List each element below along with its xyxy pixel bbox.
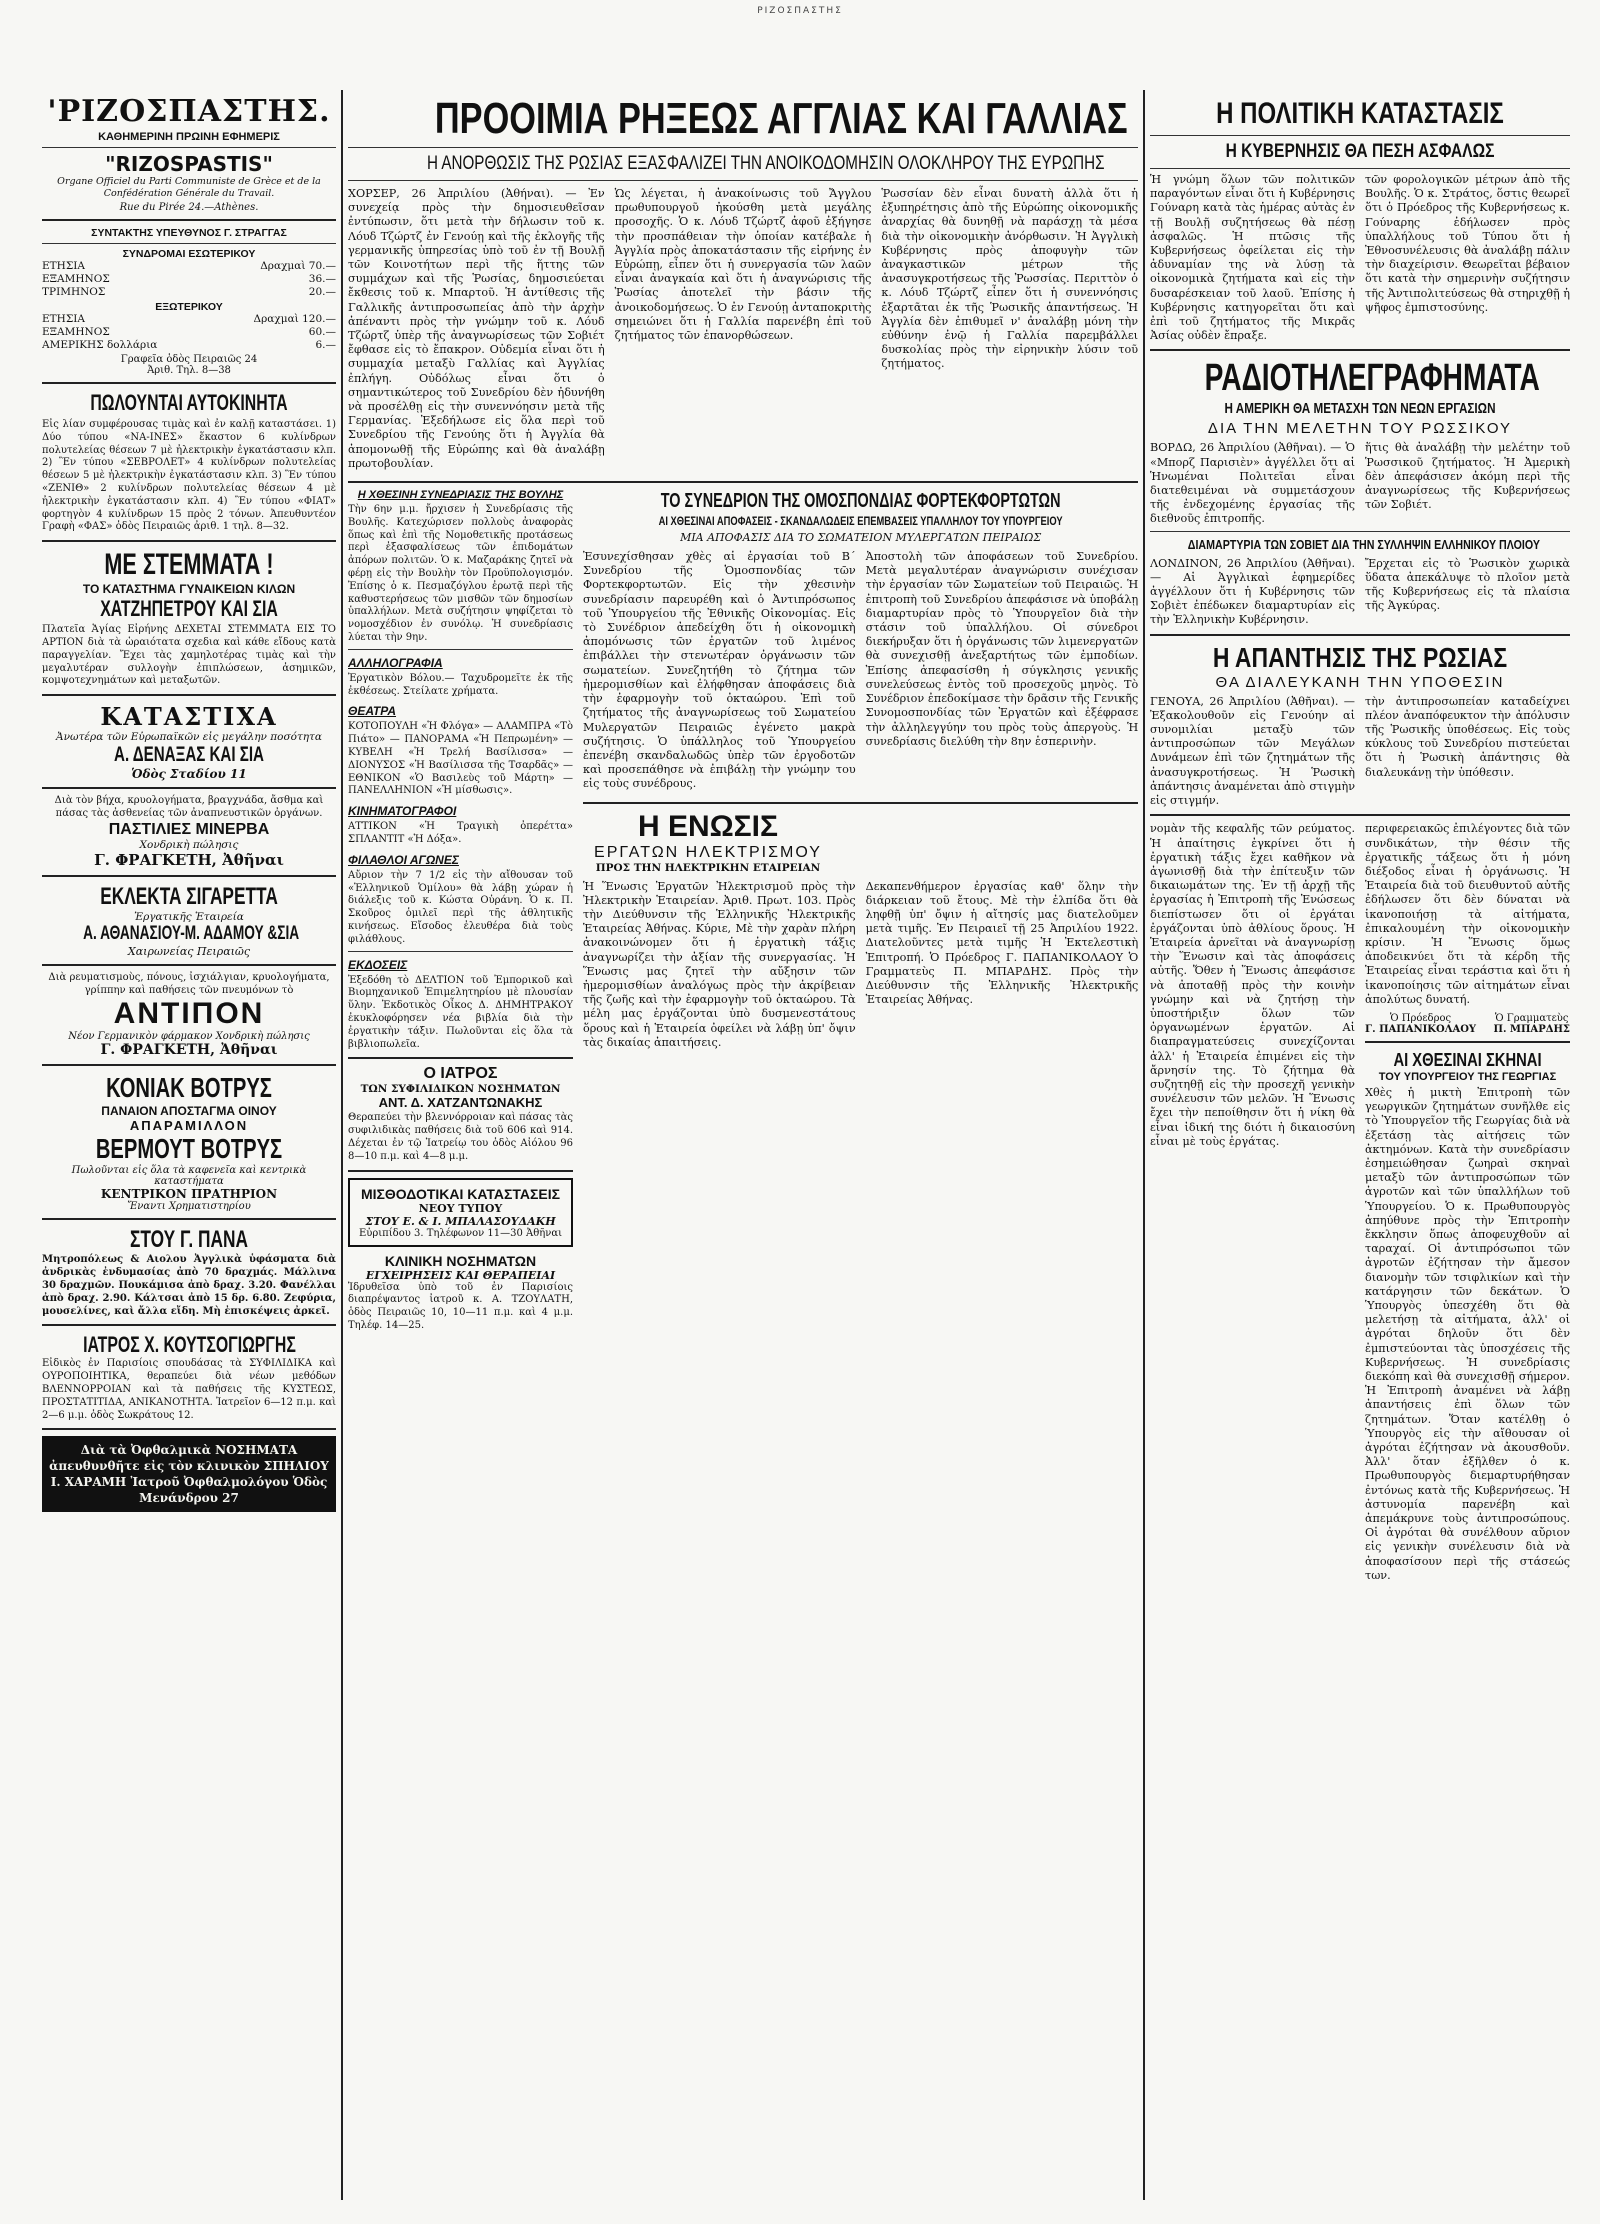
vermouth-sub: Πωλοῦνται εἰς ὅλα τὰ καφενεῖα καὶ κεντρικὰ καταστήματα [71,1165,307,1188]
dockworkers-article [583,550,1138,791]
column-rule [1143,90,1145,2200]
masthead-title: 'ΡΙΖΟΣΠΑΣΤΗΣ. [47,95,331,129]
antipon-name: Γ. ΦΡΑΓΚΕΤΗ, Ἀθῆναι [100,1042,278,1059]
signature-secretary: Π. ΜΠΑΡΔΗΣ [1493,1023,1570,1035]
clinic2-sub: ΕΓΧΕΙΡΗΣΕΙΣ ΚΑΙ ΘΕΡΑΠΕΙΑΙ [365,1268,556,1282]
soviet-col2: Ἔρχεται εἰς τὸ Ῥωσικὸν χωρικὰ ὕδατα ἀπεκάλυψε τὸ πλοῖον μετὰ τῆς Κυβερνήσεως εἰς τὰ πλαίσια τῆς Ἀγκύρας. [1365,556,1570,613]
clinic2-title: ΚΛΙΝΙΚΗ ΝΟΣΗΜΑΤΩΝ [384,1252,537,1269]
signatures [1365,1013,1570,1035]
clinic-ad-title: Ο ΙΑΤΡΟΣ [423,1065,498,1083]
publications-head: ΕΚΔΟΣΕΙΣ [348,957,408,972]
stemmata-name: ΧΑΤΖΗΠΕΤΡΟΥ ΚΑΙ ΣΙΑ [100,596,278,622]
konyak-ad [42,1072,336,1212]
georgia-sub: ΤΟΥ ΥΠΟΥΡΓΕΙΟΥ ΤΗΣ ΓΕΩΡΓΙΑΣ [1378,1070,1557,1083]
pana-ad [42,1226,336,1318]
middle-lower [348,489,1138,1333]
katastixa-addr: Ὁδὸς Σταδίου 11 [131,767,247,782]
radio-article [1150,441,1570,526]
subscription-value: Δραχμαὶ 120.— [253,313,336,325]
dockworkers-col1: Ἐσυνεχίσθησαν χθὲς αἱ ἐργασίαι τοῦ Β΄ Συνεδρίου τῆς Ὁμοσπονδίας τῶν Φορτεκφορτωτῶν. Εἰς τὴν χθεσινὴν συνεδρίασιν παρευρέθη καὶ ὁ Ἀντιπρόσωπος τοῦ Ὑπουργείου τῆς Ἐθνικῆς Οἰκονομίας. Εἰς τὸ Συνέδριον ἀπεδείχθη ὅτι ἡ οἰκονομικὴ ἀπομόνωσις τῶν ἐργατῶν τοῦ λιμένος ἐπιβάλλει τὴν στενωτέραν ὀργάνωσιν τῶν σωματείων. Συνεζητήθη τὸ ζήτημα τῶν ἡμερομισθίων καὶ ἐλήφθησαν ἀποφάσεις διὰ τὴν ἐφαρμογὴν τοῦ ὀκταώρου. Ἐπὶ τοῦ ζητήματος τῆς ἀναγνωρίσεως τοῦ Σωματείου Μυλεργατῶν Πειραιῶς ἐγένετο μακρὰ συζήτησις. Ὁ ὑπάλληλος τοῦ Ὑπουργείου ἐπενέβη σκανδαλωδῶς ὑπὲρ τῶν ἐργοδοτῶν καὶ προσεπάθησε νὰ ἐπιβάλῃ τὴν γνώμην του εἰς τοὺς συνέδρους. [583,550,856,791]
radio-head [1150,357,1570,437]
clinic-ad-sub: ΤΩΝ ΣΥΦΙΛΙΔΙΚΩΝ ΝΟΣΗΜΑΤΩΝ [360,1083,561,1096]
signature-label-president: Ὁ Πρόεδρος [1389,1012,1452,1024]
radio-title: ΡΑΔΙΟΤΗΛΕΓΡΑΦΗΜΑΤΑ [1204,357,1540,400]
stemmata-ad [42,548,336,688]
konyak-sub2: ΑΠΑΡΑΜΙΛΛΟΝ [129,1118,249,1134]
subscription-value: 36.— [308,273,336,285]
theatre-text: ΚΟΤΟΠΟΥΛΗ «Ἡ Φλόγα» — ΑΛΑΜΠΡΑ «Τὸ Πιάτο» — ΠΑΝΟΡΑΜΑ «Ἡ Πεπρωμένη» — ΚΥΒΕΛΗ «Ἡ Τρελή Βασίλισσα» — ΔΙΟΝΥΣΟΣ «Ἡ Βασίλισσα τῆς Τσαρδᾶς» — ΕΘΝΙΚΟΝ «Ὁ Βασιλεὺς τοῦ Μάρτη» — ΠΑΝΕΛΛΗΝΙΟΝ «Ἡ μίσθωσις». [348,721,573,797]
main-article-col1 [348,187,605,471]
radio-sub2: ΔΙΑ ΤΗΝ ΜΕΛΕΤΗΝ ΤΟΥ ΡΩΣΣΙΚΟΥ [1207,420,1513,438]
middle-wide-column [583,489,1138,1333]
main-headline-title: ΠΡΟΟΙΜΙΑ ΡΗΞΕΩΣ ΑΓΓΛΙΑΣ ΚΑΙ ΓΑΛΛΙΑΣ [434,95,1128,143]
press-ad-name: ΣΤΟΥ Ε. & Ι. ΜΠΑΛΑΣΟΥΔΑΚΗ [365,1214,556,1228]
soviet-col1: ΛΟΝΔΙΝΟΝ, 26 Ἀπριλίου (Ἀθῆναι). — Αἱ Ἀγγλικαὶ ἐφημερίδες ἀγγέλλουν ὅτι ἡ Κυβέρνησις τῶν Σοβιὲτ ἐπέδωκεν διαμαρτυρίαν εἰς τὴν Ἑλληνικὴν Κυβέρνησιν. [1150,556,1355,627]
subscriptions-interior [42,260,336,299]
main-headline [348,95,1138,181]
press-ad [348,1178,573,1247]
answer-col2: τὴν ἀντιπροσωπείαν καταδείχνει πλέον ἀναπόφευκτον τὴν ἀπόλυσιν τῆς Ῥωσικῆς ὑποθέσεως. Εἰς τοὺς κύκλους τοῦ Συνεδρίου πιστεύεται ὅτι ἡ Ῥωσικὴ ἀπάντησις θὰ διαλευκάνῃ τὴν ὑπόθεσιν. [1365,694,1570,779]
union-continuation [1150,822,1570,1583]
radio-col1: ΒΟΡΔΩ, 26 Ἀπριλίου (Ἀθῆναι). — Ὁ «Μπορζ Παρισιὲν» ἀγγέλλει ὅτι αἱ Ἡνωμέναι Πολιτεῖαι εἶναι διατεθειμέναι νὰ συμμετάσχουν τῆς ἐνδεχομένης ἐργασίας τῆς διεθνοῦς ἐπιτροπῆς. [1150,441,1355,526]
signature-president: Γ. ΠΑΠΑΝΙΚΟΛΑΟΥ [1365,1023,1477,1035]
ophthalmology-text: Διὰ τὰ Ὀφθαλμικὰ ΝΟΣΗΜΑΤΑ ἀπευθυνθῆτε εἰς τὸν κλινικὸν ΣΠΗΛΙΟΥ Ι. ΧΑΡΑΜΗ Ἰατροῦ Ὀφθαλμολόγου Ὁδὸς Μενάνδρου 27 [49,1443,329,1506]
correspondence-head: ΑΛΛΗΛΟΓΡΑΦΙΑ [348,655,443,670]
press-ad-title: ΜΙΣΘΟΔΟΤΙΚΑΙ ΚΑΤΑΣΤΑΣΕΙΣ [360,1185,561,1202]
subscriptions-box [42,248,336,376]
dockworkers-sub2: ΜΙΑ ΑΠΟΦΑΣΙΣ ΔΙΑ ΤΟ ΣΩΜΑΤΕΙΟΝ ΜΥΛΕΡΓΑΤΩΝ ΠΕΙΡΑΙΩΣ [680,531,1042,545]
main-article-dateline: ΧΟΡΣΕΡ, 26 Ἀπριλίου (Ἀθήναι). — Ἐν συνεχείᾳ πρὸς τὴν δημοσιευθεῖσαν ἐντύπωσιν, ὅτι μετὰ τὴν δήλωσιν τοῦ κ. Λόυδ Τζώρτζ ἐν Γενούῃ καὶ τῆς ἐκλογῆς τῆς γερμανικῆς ὑπηρεσίας ὑπὸ τοῦ ἐν τῇ Βουλῇ τῶν Κοινοτήτων περὶ τῆς ἥττης τῶν συμμάχων καὶ τῆς Ῥωσίας, δημοσιεύεται ἔκθεσις τοῦ κ. Μπαρτοῦ. [348,187,605,300]
press-ad-sub: ΝΕΟΥ ΤΥΠΟΥ [418,1201,503,1215]
main-headline-subtitle: Η ΑΝΟΡΘΩΣΙΣ ΤΗΣ ΡΩΣΙΑΣ ΕΞΑΣΦΑΛΙΖΕΙ ΤΗΝ ΑΝΟΙΚΟΔΟΜΗΣΙΝ ΟΛΟΚΛΗΡΟΥ ΤΗΣ ΕΥΡΩΠΗΣ [427,153,1105,174]
main-article-col3: Ῥωσσίαν δὲν εἶναι δυνατὴ ἀλλὰ ὅτι ἡ ἐξυπηρέτησις ἀπὸ τῆς Εὐρώπης οἰκονομικῆς ἀναρχίας θὰ δυνηθῇ νὰ παράσχῃ τὰ μέσα διὰ τὴν οἰκονομικὴν ἀνόρθωσιν. Ἡ Ἀγγλικὴ Κυβέρνησις πρὸς ἀποφυγὴν τῶν ἀναγκαστικῶν μέτρων τῆς ἀνασυγκροτήσεως τῆς Ῥωσσίας. Περιττὸν ὁ κ. Λόυδ Τζώρτζ εἶπεν ὅτι ἡ συνεννόησις ἐξαρτᾶται ἐκ τῆς Ῥωσικῆς ἀπαντήσεως. Ἡ Ἀγγλία δὲν ἐπιθυμεῖ ν' ἀναλάβῃ μόνη τὴν εὐθύνην ἐνῷ ἡ Γαλλία παρεμβάλλει δυσκολίας πρὸς τὴν εἰρηνικὴν λύσιν τοῦ ζητήματος. [881,187,1138,371]
cigarette-ad [42,883,336,958]
cigarette-title: ΕΚΛΕΚΤΑ ΣΙΓΑΡΕΤΤΑ [100,882,278,910]
ophthalmology-ad [42,1436,336,1512]
union-title: Η ΕΝΩΣΙΣ [637,809,779,843]
union-sub2: ΠΡΟΣ ΤΗΝ ΗΛΕΚΤΡΙΚΗΝ ΕΤΑΙΡΕΙΑΝ [595,861,821,874]
clinic-ad [348,1065,573,1163]
continuation-col1: νομὰν τῆς κεφαλῆς τῶν ρεύματος. Ἡ ἀπαίτησις ἐγκρίνει ὅτι ἡ ἐργατικὴ τάξις ἔχει καθῆκον νὰ ἀγωνισθῇ διὰ τὴν ἐπίτευξιν τῶν δικαιωμάτων της. Ἐν τῇ ἀρχῇ τῆς ἐργασίας ἡ Ἐπιτροπὴ τῆς Ἑνώσεως διεπίστωσεν ὅτι οἱ ἐργάται ἐργάζονται ὑπὸ ἀθλίους ὅρους. Ἡ Ἑταιρεία ἀρνεῖται νὰ ἀναγνωρίσῃ τὴν Ἕνωσιν καὶ τὰς ἀποφάσεις αὐτῆς. Ὅθεν ἡ Ἕνωσις ἀπεφάσισε νὰ ἀποταθῇ πρὸς τὴν κοινὴν γνώμην καὶ νὰ ζητήσῃ τὴν ὑποστήριξιν ὅλων τῶν ὀργανωμένων ἐργατῶν. Αἱ διαπραγματεύσεις συνεχίζονται ἀλλ' ἡ Ἑταιρεία ἐπιμένει εἰς τὴν ἄρνησίν της. Τὸ ζήτημα θὰ συζητηθῇ εἰς τὴν προσεχῆ γενικὴν συνέλευσιν τῶν μελῶν. Ἡ Ἕνωσις ἔχει τὴν πεποίθησιν ὅτι ἡ νίκη θὰ εἶναι ἰδική της διότι ἡ δικαιοσύνη εἶναι μὲ τοὺς ἐργάτας. [1150,822,1355,1148]
stemmata-text: Πλατεῖα Ἁγίας Εἰρήνης ΔΕΧΕΤΑΙ ΣΤΕΜΜΑΤΑ ΕΙΣ ΤΟ ΑΡΤΙΟΝ διὰ τὰ ὡραιότατα σχεδια καὶ κάθε εἴδους κατὰ παραγγελίαν. Ἔχει τὰς χαμηλοτέρας τιμὰς καὶ τὴν μεγαλυτέραν συλλογὴν ἐπιπλώσεων, ἀσημικῶν, κομψοτεχνημάτων καὶ μεταξωτῶν. [42,624,336,687]
cars-ad [42,390,336,534]
union-sub: ΕΡΓΑΤΩΝ ΗΛΕΚΤΡΙΣΜΟΥ [594,843,822,861]
vermouth-addr: Ἔναντι Χρηματιστηρίου [127,1201,251,1213]
clinic2-ad [348,1253,573,1333]
politics-article [1150,173,1570,343]
politics-col1: Ἡ γνώμη ὅλων τῶν πολιτικῶν παραγόντων εἶναι ὅτι ἡ Κυβέρνησις Γούναρη κατὰ τὰς ἡμέρας αὐτὰς ἐν τῇ Βουλῇ συζητήσεως θὰ πέσῃ ἀσφαλῶς. Ἡ πτῶσις τῆς Κυβερνήσεως ὀφείλεται εἰς τὴν ἀδυναμίαν της νὰ λύσῃ τὰ οἰκονομικὰ ζητήματα καὶ εἰς τὴν δυσαρέσκειαν τοῦ λαοῦ. Ἐπίσης ἡ Κυβέρνησις κατηγορεῖται ὅτι καὶ ἐπὶ τοῦ ζητήματος τῆς Μικρᾶς Ἀσίας οὐδὲν ἔπραξε. [1150,173,1355,343]
sports-text: Αὔριον τὴν 7 1/2 εἰς τὴν αἴθουσαν τοῦ «Ἑλληνικοῦ Ὁμίλου» θὰ λάβῃ χώραν ἡ διάλεξις τοῦ κ. Κώστα Οὐράνη. Ὁ κ. Π. Σκοῦρος ὁμιλεῖ περὶ τῆς ἀθλητικῆς κινήσεως. Εἴσοδος ἐλευθέρα διὰ τοὺς φιλάθλους. [348,869,573,945]
doctor-text: Εἰδικὸς ἐν Παρισίοις σπουδάσας τὰ ΣΥΦΙΛΙΔΙΚΑ καὶ ΟΥΡΟΠΟΙΗΤΙΚΑ, θεραπεύει διὰ νέων μεθόδων ΒΛΕΝΝΟΡΡΟΙΑΝ καὶ τὰ παθήσεις τῆς ΚΥΣΤΕΩΣ, ΠΡΟΣΤΑΤΙΤΙΔΑ, ΑΝΙΚΑΝΟΤΗΤΑ. Ἰατρεῖον 6—12 π.μ. καὶ 2—6 μ.μ. ὁδὸς Σωκράτους 12. [42,1358,336,1421]
middle-column [348,95,1138,1333]
continuation-col2 [1365,822,1570,1583]
masthead-address: Rue du Pirée 24.—Athènes. [119,202,259,213]
correspondence-text: Ἐργατικὸν Βόλου.— Ταχυδρομεῖτε ἐκ τῆς ἐκθέσεως. Στείλατε χρήματα. [348,672,573,697]
clinic2-text: Ἱδρυθεῖσα ὑπὸ τοῦ ἐν Παρισίοις διαπρέψαντος ἰατροῦ κ. Α. ΤΖΟΥΛΑΤΗ, ὁδὸς Πειραιῶς 10, 10—11 π.μ. καὶ 4 μ.μ. Τηλέφ. 14—25. [348,1281,573,1331]
union-head [583,810,833,874]
subscription-label: ΕΞΑΜΗΝΟΣ [42,273,110,285]
union-col1: Ἡ Ἕνωσις Ἐργατῶν Ἠλεκτρισμοῦ πρὸς τὴν Ἠλεκτρικὴν Ἑταιρείαν. Ἀριθ. Πρωτ. 103. Πρὸς τὴν Διεύθυνσιν τῆς Ἑλληνικῆς Ἠλεκτρικῆς Ἑταιρείας Ἀθήνας. Κύριε, Μὲ τὴν χαρὰν πλήρη ἀνακοινώνομεν ὅτι ἡ ἐργατικὴ τάξις ἀναγνωρίζει τὴν ἀξίαν τῆς συνεργασίας. Ἡ Ἕνωσις μας ζητεῖ τὴν αὔξησιν τῶν ἡμερομισθίων ἀναλόγως πρὸς τὴν ἀκρίβειαν τῆς ζωῆς καὶ τὴν ἐφαρμογὴν τοῦ ὀκταώρου. Τὰ μέλη μας ἐργάζονται ὑπὸ δυσμενεστάτους ὅρους καὶ ἡ Ἑταιρεία ὀφείλει νὰ λάβῃ ὑπ' ὄψιν τὰς δικαίας ἀπαιτήσεις. [583,879,856,1049]
answer-sub: ΘΑ ΔΙΑΛΕΥΚΑΝΗ ΤΗΝ ΥΠΟΘΕΣΙΝ [1215,673,1505,691]
parliament-text: Τὴν 6ην μ.μ. ἤρχισεν ἡ Συνεδρίασις τῆς Βουλῆς. Κατεχώρισεν πολλοὺς ἀναφορὰς ὅπως καὶ ἐπὶ τῆς Νομοθετικῆς προτάσεως περὶ ἐξασφαλίσεως τῶν ἐπιδομάτων ἀπόρων πολιτῶν. Ὁ κ. Μαζαράκης ζητεῖ νὰ φέρῃ εἰς τὴν Βουλὴν τὸν Προϋπολογισμόν. Ἐπίσης ὁ κ. Πεσμαζόγλου ἐρωτᾷ περὶ τῆς καθυστερήσεως τῶν μισθῶν τῶν δημοσίων ὑπαλλήλων. Μετὰ συζήτησιν ψηφίζεται τὸ νομοσχέδιον ἐν συνόλῳ. Ἡ συνεδρίασις λύεται τὴν 9ην. [348,504,573,644]
press-ad-addr: Εὐριπίδου 3. Τηλέφωνον 11—30 Ἀθῆναι [359,1227,562,1239]
pana-text: Μητροπόλεως & Αιολου Ἀγγλικὰ ὑφάσματα διὰ ἀνδρικὰς ἐνδυμασίας ἀπὸ 70 δραχμάς. Μάλλινα 30 δραχμῶν. Πουκάμισα ἀπὸ δραχ. 3.20. Φανέλλαι ἀπὸ δραχ. 2.90. Κάλτσαι ἀπὸ 15 δρ. 6.80. Ζεφύρια, μουσελίνες, καὶ ἄλλα εἴδη. Μὴ ἐπισκέψεις ἀρκεῖ. [42,1254,336,1317]
parliament-title: Η ΧΘΕΣΙΝΗ ΣΥΝΕΔΡΙΑΣΙΣ ΤΗΣ ΒΟΥΛΗΣ [357,489,564,502]
katastixa-title: ΚΑΤΑΣΤΙΧΑ [100,702,278,732]
office-address: Γραφεῖα ὁδὸς Πειραιῶς 24 [120,354,258,365]
soviet-title: ΔΙΑΜΑΡΤΥΡΙΑ ΤΩΝ ΣΟΒΙΕΤ ΔΙΑ ΤΗΝ ΣΥΛΛΗΨΙΝ ΕΛΛΗΝΙΚΟΥ ΠΛΟΙΟΥ [1187,536,1540,552]
antipon-title: ΑΝΤΙΠΟΝ [113,997,265,1031]
subscription-row [42,260,336,273]
subscription-row [42,339,336,352]
cigarette-addr: Χαιρωνείας Πειραιῶς [127,944,251,958]
subscriptions-heading: ΣΥΝΔΡΟΜΑΙ ΕΣΩΤΕΡΙΚΟΥ [122,248,256,260]
vermouth-center: ΚΕΝΤΡΙΚΟΝ ΠΡΑΤΗΡΙΟΝ [100,1187,278,1202]
minerva-sub: Χονδρικὴ πώλησις [139,838,239,851]
clinic-ad-name: ΑΝΤ. Δ. ΧΑΤΖΑΝΤΩΝΑΚΗΣ [378,1095,543,1111]
dockworkers-col2: Ἀποστολὴ τῶν ἀποφάσεων τοῦ Συνεδρίου. Μετὰ μεγαλυτέραν ἀναγνώρισιν συνέχισαν τὴν ἐργασίαν τῶν Σωματείων τοῦ Πειραιῶς. Ἡ ἐπιτροπὴ τοῦ Συνεδρίου ἀπεφάσισε νὰ ὑποβάλῃ διαμαρτυρίαν πρὸς τὸ Ὑπουργεῖον διὰ τὴν στάσιν τοῦ ὑπαλλήλου. Οἱ σύνεδροι διεκήρυξαν ὅτι ἡ ὀργάνωσις τῶν λιμενεργατῶν θὰ συνεχισθῇ ἀνεξαρτήτως τῶν ἐμποδίων. Ἐπίσης ἀπεφασίσθη ἡ σύγκλησις γενικῆς συνελεύσεως ἐντὸς τοῦ προσεχοῦς μηνὸς. Τὸ Συνέδριον ἐπεδοκίμασε τὴν δρᾶσιν τῆς Γενικῆς Συνομοσπονδίας τῶν Ἐργατῶν καὶ ἐξέφρασε τὴν ἀλληλεγγύην του πρὸς τοὺς ἀπεργοὺς. Ἡ συνεδρίασις διελύθη τὴν 8ην ἑσπερινὴν. [865,550,1138,748]
right-column [1150,97,1570,1583]
subscription-row [42,326,336,339]
subscription-row [42,286,336,299]
sports-head: ΦΙΛΑΘΛΟΙ ΑΓΩΝΕΣ [348,852,459,867]
cigarette-name: Α. ΑΘΑΝΑΣΙΟΥ-Μ. ΑΔΑΜΟΥ &ΣΙΑ [83,922,300,944]
signature-label-secretary: Ὁ Γραμματεὺς [1495,1012,1569,1024]
office-phone: Ἀριθ. Τηλ. 8—38 [147,365,231,376]
katastixa-sub: Ἀνωτέρα τῶν Εὐρωπαϊκῶν εἰς μεγάλην ποσότητα [56,731,322,744]
dockworkers-head [583,489,1138,544]
dockworkers-sub: ΑΙ ΧΘΕΣΙΝΑΙ ΑΠΟΦΑΣΕΙΣ - ΣΚΑΝΔΑΛΩΔΕΙΣ ΕΠΕΜΒΑΣΕΙΣ ΥΠΑΛΛΗΛΟΥ ΤΟΥ ΥΠΟΥΡΓΕΙΟΥ [658,514,1063,529]
masthead-subtitle: ΚΑΘΗΜΕΡΙΝΗ ΠΡΩΙΝΗ ΕΦΗΜΕΡΙΣ [98,131,280,143]
minerva-title: ΠΑΣΤΙΛΙΕΣ ΜΙΝΕΡΒΑ [108,820,270,838]
stemmata-sub: ΤΟ ΚΑΤΑΣΤΗΜΑ ΓΥΝΑΙΚΕΙΩΝ ΚΙΛΩΝ [82,582,296,597]
answer-article [1150,695,1570,809]
union-article [583,880,1138,1050]
georgia-text: Χθὲς ἡ μικτὴ Ἐπιτροπὴ τῶν γεωργικῶν ζητημάτων συνῆλθε εἰς τὸ Ὑπουργεῖον τῆς Γεωργίας διὰ νὰ ἐξετάσῃ τὰς αἰτήσεις τῶν ἀκτημόνων. Κατὰ τὴν συνεδρίασιν ἐσημειώθησαν ζωηραὶ σκηναὶ μεταξὺ τῶν ἀντιπροσώπων τῶν ἀγροτῶν καὶ τῶν ὑπαλλήλων τοῦ Ὑπουργείου. Ὁ κ. Πρωθυπουργὸς ἀπηύθυνε πρὸς τὴν Ἐπιτροπὴν ἔκκλησιν ὅπως ἀποφευχθοῦν αἱ ταραχαί. Οἱ ἀντιπρόσωποι τῶν ἀγροτῶν ἐζήτησαν τὴν ἄμεσον διανομὴν τῶν τσιφλικίων καὶ τὴν κατάργησιν τῶν δεκάτων. Ὁ Ὑπουργὸς ὑπεσχέθη ὅτι θὰ μελετήσῃ τὰ αἰτήματα, ἀλλ' οἱ ἀγρόται δηλοῦν ὅτι δὲν ἐμπιστεύονται τὰς ὑποσχέσεις τῆς Κυβερνήσεως. Ἡ συνεδρίασις διεκόπη καὶ θὰ συνεχισθῇ σήμερον. Ἡ Ἐπιτροπὴ ἀναμένει νὰ λάβῃ ἀπαντήσεις ἐπὶ ὅλων τῶν ζητημάτων. Ὅταν κατέλθῃ ὁ Ὑπουργὸς εἰς τὴν αἴθουσαν οἱ ἀγρόται ἐζήτησαν νὰ ἀκουσθοῦν. Ἀλλ' ὅταν ἐξῆλθεν ὁ κ. Πρωθυπουργὸς διεμαρτυρήθησαν ἐντόνως κατὰ τῆς Κυβερνήσεως. Ἡ ἀστυνομία παρενέβη καὶ ἀπεμάκρυνε τοὺς ἀντιπροσώπους. Οἱ ἀγρόται θὰ συνέλθουν αὔριον εἰς γενικὴν συνέλευσιν διὰ νὰ ἀποφασίσουν περὶ τῆς στάσεώς των. [1365,1085,1570,1582]
masthead-organ: Organe Officiel du Parti Communiste de Grèce et de la Confédération Générale du Travail. [57,176,321,199]
subscription-row [42,273,336,286]
politics-head [1150,97,1570,169]
subscriptions-exterior-heading: ΕΞΩΤΕΡΙΚΟΥ [155,301,223,313]
radio-col2: ἥτις θὰ ἀναλάβῃ τὴν μελέτην τοῦ Ῥωσσικοῦ ζητήματος. Ἡ Ἀμερικὴ δὲν ἀπεφάσισεν ἀκόμη περὶ τῆς ἀναγνωρίσεως τῆς Κυβερνήσεως τῶν Σοβιέτ. [1365,441,1570,512]
middle-narrow-column [348,489,573,1333]
katastixa-text: Διὰ τὸν βήχα, κρυολογήματα, βραγχνάδα, ἄσθμα καὶ πάσας τὰς ἀσθενείας τῶν ἀναπνευστικῶν ὀργάνων. [54,795,324,819]
politics-subtitle: Η ΚΥΒΕΡΝΗΣΙΣ ΘΑ ΠΕΣΗ ΑΣΦΑΛΩΣ [1225,141,1495,162]
main-article-col2: Ὡς λέγεται, ἡ ἀνακοίνωσις τοῦ Ἄγγλου πρωθυπουργοῦ ἠκούσθη μετὰ μεγάλης προσοχῆς. Ὁ κ. Λόυδ Τζώρτζ ἀφοῦ ἐξήγησε τὴν προσπάθειαν τὴν ὁποίαν κατέβαλε ἡ Ἀγγλία πρὸς ἀποκατάστασιν τῆς εἰρήνης ἐν Εὐρώπῃ, εἶπεν ὅτι ἡ συνεργασία τῶν λαῶν εἶναι ἀναγκαία καὶ ὅτι ἡ ἀναγνώρισις τῆς Ῥωσίας ἀποτελεῖ τὴν βάσιν τῆς ἀνοικοδομήσεως. Ὁ ἐν Γενούῃ ἀνταποκριτὴς σημειώνει ὅτι ἡ Γαλλία παρενέβη ἐπὶ τοῦ ζητήματος τῶν ἐπανορθώσεων. [614,187,872,343]
subscriptions-exterior [42,313,336,352]
publications-text: Ἐξεδόθη τὸ ΔΕΛΤΙΟΝ τοῦ Ἐμπορικοῦ καὶ Βιομηχανικοῦ Ἐπιμελητηρίου μὲ πλουσίαν ὕλην. Ἐκδοτικὸς Οἶκος Δ. ΔΗΜΗΤΡΑΚΟΥ ἐκυκλοφόρησεν νέα βιβλία διὰ τὴν ἐργατικὴν τάξιν. Πωλοῦνται εἰς ὅλα τὰ βιβλιοπωλεῖα. [348,974,573,1050]
subscription-label: ΑΜΕΡΙΚΗΣ δολλάρια [42,339,158,351]
subscription-value: Δραχμαὶ 70.— [260,260,336,272]
theatre-head: ΘΕΑΤΡΑ [348,704,397,719]
editor-line: ΣΥΝΤΑΚΤΗΣ ΥΠΕΥΘΥΝΟΣ Γ. ΣΤΡΑΓΓΑΣ [91,227,287,239]
cars-ad-title: ΠΩΛΟΥΝΤΑΙ ΑΥΤΟΚΙΝΗΤΑ [90,390,288,415]
union-col2: Δεκαπενθήμερον ἐργασίας καθ' ὅλην τὴν διάρκειαν τοῦ ἔτους. Μὲ τὴν ἐλπίδα ὅτι θὰ ληφθῇ ὑπ' ὄψιν ἡ αἴτησίς μας διατελοῦμεν μετὰ τιμῆς. Ἐν Πειραιεῖ τῇ 25 Ἀπριλίου 1922. Διατελοῦντες μετὰ τιμῆς Ἡ Ἐκτελεστικὴ Ἐπιτροπή. Ὁ Πρόεδρος Γ. ΠΑΠΑΝΙΚΟΛΑΟΥ Ὁ Γραμματεὺς Π. ΜΠΑΡΔΗΣ. Πρὸς τὴν Διεύθυνσιν τῆς Ἑλληνικῆς Ἠλεκτρικῆς Ἑταιρείας Ἀθήνας. [865,879,1138,1007]
folio: ΡΙΖΟΣΠΑΣΤΗΣ [757,6,843,16]
vermouth-title: ΒΕΡΜΟΥΤ ΒΟΤΡΥΣ [95,1133,283,1165]
subscription-value: 20.— [308,286,336,298]
konyak-title: ΚΟΝΙΑΚ ΒΟΤΡΥΣ [106,1072,272,1104]
cinema-head: ΚΙΝΗΜΑΤΟΓΡΑΦΟΙ [348,804,457,819]
subscription-label: ΤΡΙΜΗΝΟΣ [42,286,106,298]
soviet-article [1150,557,1570,628]
politics-title: Η ΠΟΛΙΤΙΚΗ ΚΑΤΑΣΤΑΣΙΣ [1216,97,1504,130]
stemmata-title: ΜΕ ΣΤΕΜΜΑΤΑ ! [104,548,274,582]
subscription-value: 6.— [315,339,336,351]
doctor-title: ΙΑΤΡΟΣ Χ. ΚΟΥΤΣΟΓΙΩΡΓΗΣ [83,1332,296,1358]
answer-head [1150,642,1570,691]
georgia-head [1365,1049,1570,1083]
katastixa-ad [42,702,336,781]
dockworkers-title: ΤΟ ΣΥΝΕΔΡΙΟΝ ΤΗΣ ΟΜΟΣΠΟΝΔΙΑΣ ΦΟΡΤΕΚΦΟΡΤΩΤΩΝ [660,490,1061,513]
georgia-title: ΑΙ ΧΘΕΣΙΝΑΙ ΣΚΗΝΑΙ [1393,1049,1542,1070]
subscription-label: ΕΞΑΜΗΝΟΣ [42,326,110,338]
main-article-col1-text: Ἡ ἀντίθεσις τῆς Γαλλικῆς ἀντιπροσωπείας ἀπὸ τὴν ἀρχὴν ἀπέναντι πρὸς τὴν γνώμην τοῦ κ. Λόυδ Τζώρτζ ὑπὲρ τῆς ἀναγνωρίσεως τῶν Σοβιέτ ἔφθασε εἰς τὸ ἔπακρον. Οὐδεμία εἶναι ὅτι ἡ συμμαχία μεταξὺ Γαλλίας καὶ Ἀγγλίας ἐπλήγη. Οὐδόλως εἶναι ὅτι ὁ σημαντικώτερος τοῦ Συνεδρίου δὲν ἠδυνήθη νὰ προσέλθῃ εἰς τὴν συνεννόησιν μετὰ τῆς Γερμανίας. Ἐξεδήλωσε εἰς ὅλα περὶ τοῦ Συνεδρίου τῆς Γενούης ὅτι ἡ Ἀγγλία θὰ ἀπομονωθῇ τῆς Εὐρώπης καὶ θὰ ἀναλάβῃ πρωτοβουλίαν. [348,286,605,470]
cars-ad-text: Εἰς λίαν συμφέρουσας τιμὰς καὶ ἐν καλῇ καταστάσει. 1) Δύο τύπου «ΝΑ-ΙΝΕΣ» ἕκαστον 6 κυλίνδρων πολυτελείας θέσεων 7 μὲ ἠλεκτρικὴν ἐγκατάστασιν κλπ. 2) Ἓν τύπου «ΣΕΒΡΟΛΕΤ» 4 κυλίνδρων πολυτελείας θέσεων 5 μὲ ἠλεκτρικὴν ἐγκατάστασιν κλπ. 3) Ἓν τύπου «ΖΕΝΙΘ» 2 κυλίνδρων πολυτελείας θέσεων 4 μὲ ἠλεκτρικὴν ἐγκατάστασιν κλπ. 4) Ἓν τύπου «ΦΙΑΤ» φορτηγὸν 4 κυλίνδρων 15 πρὸς 2 τόνων. Ἀπευθυντέον Γραφὴ «ΦΑΣ» ὁδὸς Πειραιῶς ἀριθ. 1 τηλ. 8—32. [42,419,336,533]
continuation-col2-text: περιφερειακῶς ἐπιλέγοντες διὰ τῶν συνδικάτων, τὴν θέσιν τῆς ἐργατικῆς τάξεως ὅτι ἡ μόνη διέξοδος εἶναι ἡ ὀργάνωσις. Ἡ Ἑταιρεία διὰ τοῦ διευθυντοῦ αὐτῆς ἐδήλωσεν ὅτι δὲν δύναται νὰ ἱκανοποιήσῃ τὰ αἰτήματα, ἐπικαλουμένη τὴν οἰκονομικὴν κρίσιν. Ἡ Ἕνωσις ὅμως ἀποδεικνύει ὅτι τὰ κέρδη τῆς Ἑταιρείας εἶναι τεράστια καὶ ὅτι ἡ ἱκανοποίησις τῶν αἰτημάτων εἶναι ἀπολύτως δυνατή. [1365,822,1570,1006]
column-rule [341,90,343,2200]
clinic-ad-text: Θεραπεύει τὴν βλεννόρροιαν καὶ πάσας τὰς συφιλιδικὰς παθήσεις διὰ τοῦ 606 καὶ 914. Δέχεται ἐν τῷ Ἰατρείῳ του ὁδὸς Αἰόλου 96 8—10 π.μ. καὶ 4—8 μ.μ. [348,1112,573,1162]
subscription-label: ΕΤΗΣΙΑ [42,260,85,272]
antipon-text: Διὰ ρευματισμοὺς, πόνους, ἰσχιάλγιαν, κρυολογήματα, γρίππην καὶ παθήσεις τῶν πνευμόνων τὸ [48,971,330,996]
politics-col2: τῶν φορολογικῶν μέτρων ἀπὸ τῆς Βουλῆς. Ὁ κ. Στράτος, ὅστις θεωρεῖ ὅτι ὁ Πρόεδρος τῆς Κυβερνήσεως κ. Γούναρης ἐδήλωσεν πρὸς ὑπαλλήλους τοῦ Τύπου ὅτι ἡ Ἐθνοσυνέλευσις θὰ ἀναλάβῃ πάλιν τὴν διαχείρισιν. Θεωρεῖται βέβαιον ὅτι κατὰ τὴν σημερινὴν συζήτησιν τῆς Ἀντιπολιτεύσεως θὰ στηριχθῇ ἡ ψῆφος ἐμπιστοσύνης. [1365,173,1570,314]
antipon-ad [42,972,336,1059]
antipon-sub: Νέον Γερμανικὸν φάρμακον Χονδρικὴ πώλησις [68,1031,310,1043]
doctor-ad [42,1332,336,1422]
answer-col1: ΓΕΝΟΥΑ, 26 Ἀπριλίου (Ἀθῆναι). — Ἐξακολουθοῦν εἰς Γενούην αἱ συνομιλίαι μεταξὺ τῶν ἀντιπροσώπων τῶν Μεγάλων Δυνάμεων ἐπὶ τῶν ζητημάτων τῆς ἀνασυγκροτήσεως. Ἡ Ῥωσικὴ ἀπάντησις ἀναμένεται ἀπὸ στιγμὴν εἰς στιγμήν. [1150,694,1355,808]
subscription-label: ΕΤΗΣΙΑ [42,313,85,325]
main-article [348,187,1138,471]
cinema-text: ΑΤΤΙΚΟΝ «Ἡ Τραγικὴ ὀπερέττα» ΣΠΛΑΝΤΙΤ «Ἡ Δόξα». [348,821,573,845]
answer-title: Η ΑΠΑΝΤΗΣΙΣ ΤΗΣ ΡΩΣΙΑΣ [1212,641,1508,673]
masthead [42,95,336,244]
subscription-value: 60.— [308,326,336,338]
konyak-sub: ΠΑΝΑΙΟΝ ΑΠΟΣΤΑΓΜΑ ΟΙΝΟΥ [101,1104,277,1119]
left-column [42,95,336,1512]
pana-title: ΣΤΟΥ Γ. ΠΑΝΑ [130,1226,248,1254]
cigarette-sub: Ἐργατικῆς Ἑταιρεία [134,910,244,923]
minerva-name: Γ. ΦΡΑΓΚΕΤΗ, Ἀθῆναι [94,850,284,869]
masthead-latin: "RIZOSPASTIS" [105,152,273,176]
radio-sub: Η ΑΜΕΡΙΚΗ ΘΑ ΜΕΤΑΣΧΗ ΤΩΝ ΝΕΩΝ ΕΡΓΑΣΙΩΝ [1224,400,1496,418]
subscription-row [42,313,336,326]
minerva-ad [42,795,336,869]
katastixa-name: Α. ΔΕΝΑΞΑΣ ΚΑΙ ΣΙΑ [114,743,264,767]
